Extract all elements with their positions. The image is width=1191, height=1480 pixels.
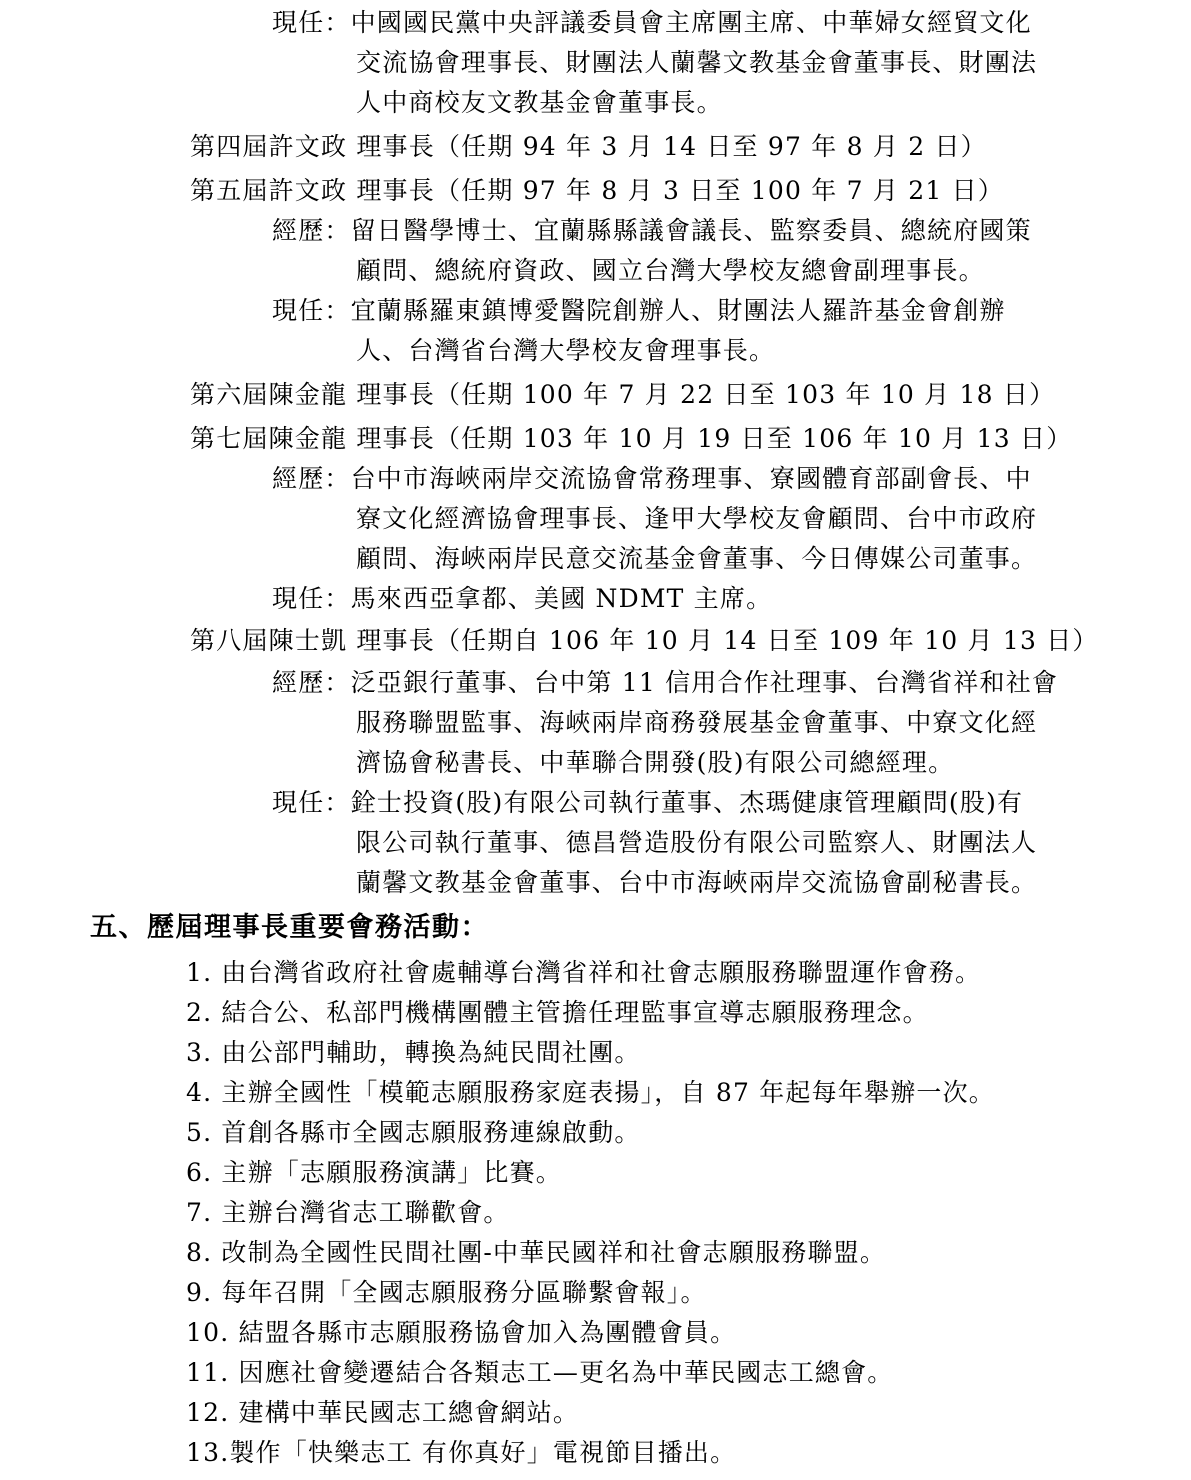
continuation-line: 顧問、總統府資政、國立台灣大學校友總會副理事長。 [356, 256, 985, 285]
list-item: 2. 結合公、私部門機構團體主管擔任理監事宣導志願服務理念。 [186, 998, 929, 1027]
continuation-line: 交流協會理事長、財團法人蘭馨文教基金會董事長、財團法 [356, 48, 1038, 77]
current-position-line: 現任：中國國民黨中央評議委員會主席團主席、中華婦女經貿文化 [272, 8, 1032, 37]
experience-line: 經歷：留日醫學博士、宜蘭縣縣議會議長、監察委員、總統府國策 [272, 216, 1032, 245]
continuation-line: 服務聯盟監事、海峽兩岸商務發展基金會董事、中寮文化經 [356, 708, 1038, 737]
list-item: 1. 由台灣省政府社會處輔導台灣省祥和社會志願服務聯盟運作會務。 [186, 958, 982, 987]
list-item: 13.製作「快樂志工 有你真好」電視節目播出。 [186, 1438, 737, 1467]
continuation-line: 顧問、海峽兩岸民意交流基金會董事、今日傳媒公司董事。 [356, 544, 1038, 573]
list-item: 3. 由公部門輔助，轉換為純民間社團。 [186, 1038, 641, 1067]
list-item: 12. 建構中華民國志工總會網站。 [186, 1398, 580, 1427]
continuation-line: 人、台灣省台灣大學校友會理事長。 [356, 336, 776, 365]
continuation-line: 限公司執行董事、德昌營造股份有限公司監察人、財團法人 [356, 828, 1038, 857]
list-item: 10. 結盟各縣市志願服務協會加入為團體會員。 [186, 1318, 737, 1347]
continuation-line: 濟協會秘書長、中華聯合開發(股)有限公司總經理。 [356, 748, 955, 777]
section-title: 五、歷屆理事長重要會務活動： [90, 912, 489, 943]
current-position-line: 現任：馬來西亞拿都、美國 NDMT 主席。 [272, 584, 773, 613]
current-position-line: 現任：銓士投資(股)有限公司執行董事、杰瑪健康管理顧問(股)有 [272, 788, 1024, 817]
experience-line: 經歷：台中市海峽兩岸交流協會常務理事、寮國體育部副會長、中 [272, 464, 1032, 493]
term-heading-4: 第四屆許文政 理事長（任期 94 年 3 月 14 日至 97 年 8 月 2 日） [190, 132, 987, 161]
continuation-line: 人中商校友文教基金會董事長。 [356, 88, 723, 117]
list-item: 8. 改制為全國性民間社團-中華民國祥和社會志願服務聯盟。 [186, 1238, 887, 1267]
current-position-line: 現任：宜蘭縣羅東鎮博愛醫院創辦人、財團法人羅許基金會創辦 [272, 296, 1006, 325]
list-item: 5. 首創各縣市全國志願服務連線啟動。 [186, 1118, 641, 1147]
list-item: 4. 主辦全國性「模範志願服務家庭表揚」，自 87 年起每年舉辦一次。 [186, 1078, 996, 1107]
experience-line: 經歷：泛亞銀行董事、台中第 11 信用合作社理事、台灣省祥和社會 [272, 668, 1059, 697]
term-heading-8: 第八屆陳士凱 理事長（任期自 106 年 10 月 14 日至 109 年 10 月 13 日） [190, 626, 1099, 655]
term-heading-6: 第六屆陳金龍 理事長（任期 100 年 7 月 22 日至 103 年 10 月 18 日） [190, 380, 1056, 409]
term-heading-7: 第七屆陳金龍 理事長（任期 103 年 10 月 19 日至 106 年 10 月 13 日） [190, 424, 1073, 453]
list-item: 7. 主辦台灣省志工聯歡會。 [186, 1198, 510, 1227]
term-heading-5: 第五屆許文政 理事長（任期 97 年 8 月 3 日至 100 年 7 月 21 日） [190, 176, 1004, 205]
list-item: 9. 每年召開「全國志願服務分區聯繫會報」。 [186, 1278, 707, 1307]
continuation-line: 寮文化經濟協會理事長、逢甲大學校友會顧問、台中市政府 [356, 504, 1038, 533]
continuation-line: 蘭馨文教基金會董事、台中市海峽兩岸交流協會副秘書長。 [356, 868, 1038, 897]
list-item: 11. 因應社會變遷結合各類志工—更名為中華民國志工總會。 [186, 1358, 894, 1387]
list-item: 6. 主辦「志願服務演講」比賽。 [186, 1158, 563, 1187]
